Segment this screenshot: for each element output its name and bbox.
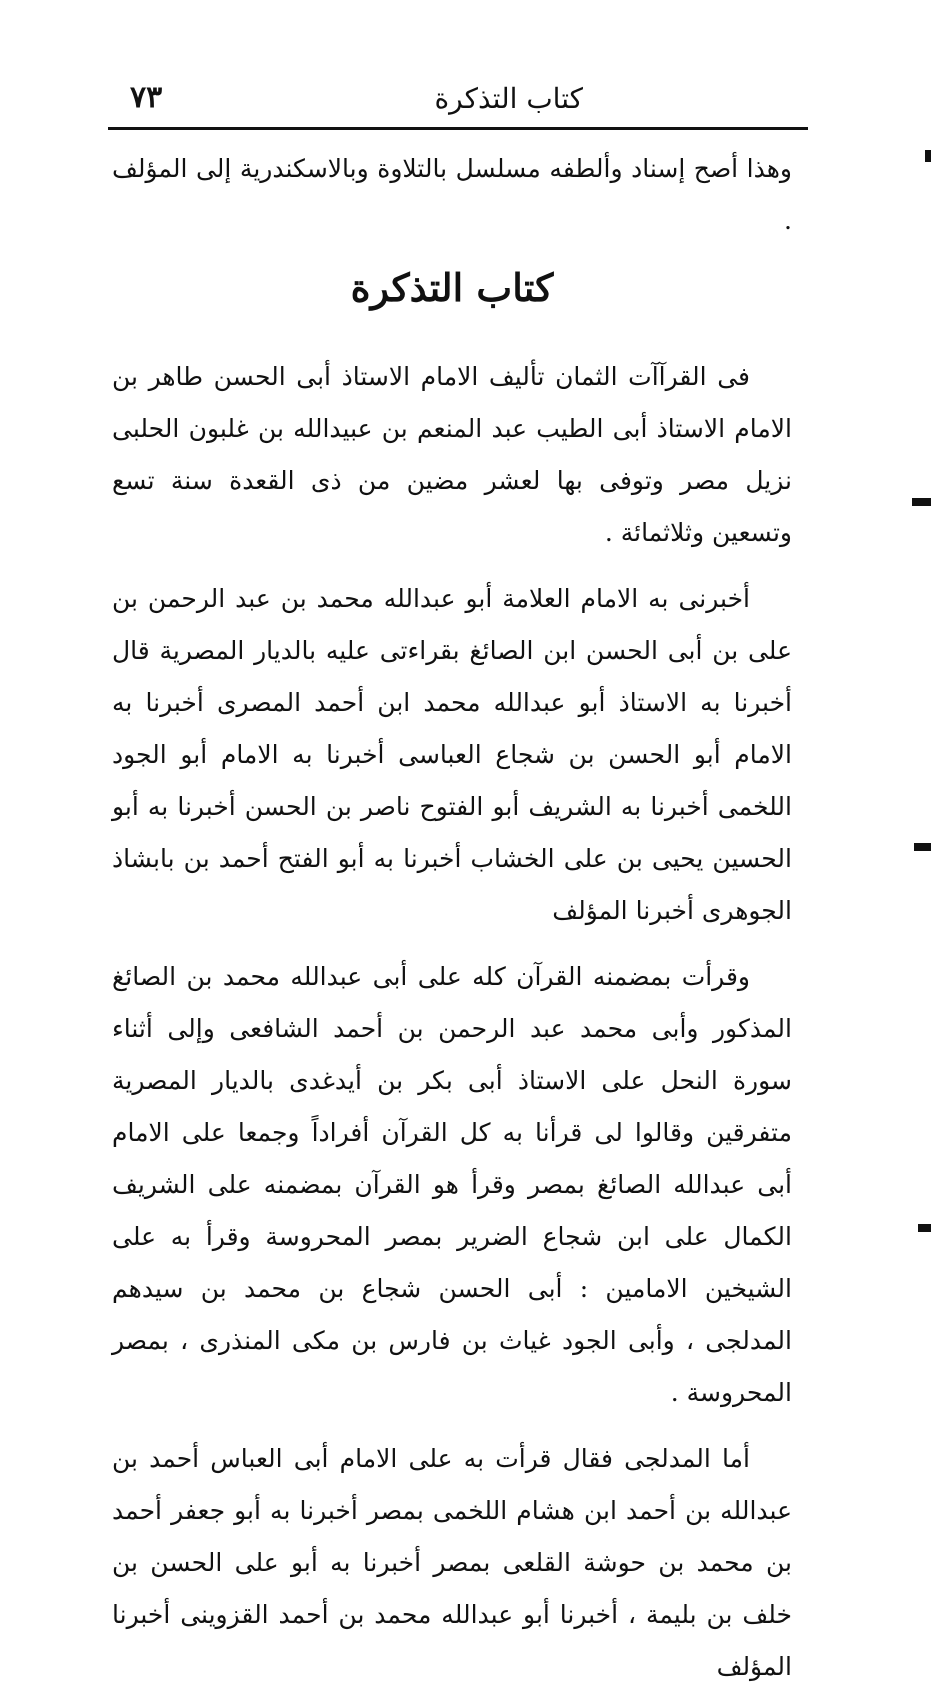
intro-line: وهذا أصح إسناد وألطفه مسلسل بالتلاوة وبالاسكندرية إلى المؤلف .	[112, 154, 792, 235]
page-header	[108, 76, 808, 128]
page-number: ٧٣	[130, 80, 163, 115]
book-title: كتاب التذكرة	[350, 265, 554, 310]
paragraph-2: أخبرنى به الامام العلامة أبو عبدالله محمد بن عبد الرحمن بن على بن أبى الحسن ابن الصائغ بقراءتى عليه بالديار المصرية قال أخبرنا به الاستاذ أبو عبدالله محمد ابن أحمد المصرى أخبرنا به الامام أبو الحسن بن شجاع العباسى أخبرنا به الامام أبو الجود اللخمى أخبرنا به الشريف أبو الفتوح ناصر بن الحسن أخبرنا به أبو الحسين يحيى بن على الخشاب أخبرنا به أبو الفتح أحمد بن بابشاذ الجوهرى أخبرنا المؤلف	[112, 584, 793, 925]
paragraph-3: وقرأت بمضمنه القرآن كله على أبى عبدالله محمد بن الصائغ المذكور وأبى محمد عبد الرحمن بن أحمد الشافعى وإلى أثناء سورة النحل على الاستاذ أبى بكر بن أيدغدى بالديار المصرية متفرقين وقالوا لى قرأنا به كل القرآن أفراداً وجمعا على الامام أبى عبدالله الصائغ بمصر وقرأ هو القرآن بمضمنه على الشريف الكمال على ابن شجاع الضرير بمصر المحروسة وقرأ به على الشيخين الامامين : أبى الحسن شجاع بن محمد بن سيدهم المدلجى ، وأبى الجود غياث بن فارس بن مكى المنذرى ، بمصر المحروسة .	[112, 962, 792, 1407]
scan-edge-mark	[925, 150, 931, 162]
paragraph-1: فى القرآآت الثمان تأليف الامام الاستاذ أبى الحسن طاهر بن الامام الاستاذ أبى الطيب عبد المنعم بن عبيدالله بن غلبون الحلبى نزيل مصر وتوفى بها لعشر مضين من ذى القعدة سنة تسع وتسعين وثلاثمائة .	[112, 362, 792, 547]
scan-edge-mark	[912, 498, 931, 506]
running-title: كتاب التذكرة	[434, 82, 583, 115]
scan-edge-mark	[918, 1224, 931, 1232]
header-rule	[108, 127, 808, 130]
scan-edge-mark	[914, 843, 931, 851]
paragraph-4: أما المدلجى فقال قرأت به على الامام أبى العباس أحمد بن عبدالله بن أحمد ابن هشام اللخمى بمصر أخبرنا به أبو جعفر أحمد بن محمد بن حوشة القلعى بمصر أخبرنا به أبو على الحسن بن خلف بن بليمة ، أخبرنا أبو عبدالله محمد بن أحمد القزوينى أخبرنا المؤلف	[112, 1444, 792, 1681]
body-text	[112, 143, 792, 1693]
